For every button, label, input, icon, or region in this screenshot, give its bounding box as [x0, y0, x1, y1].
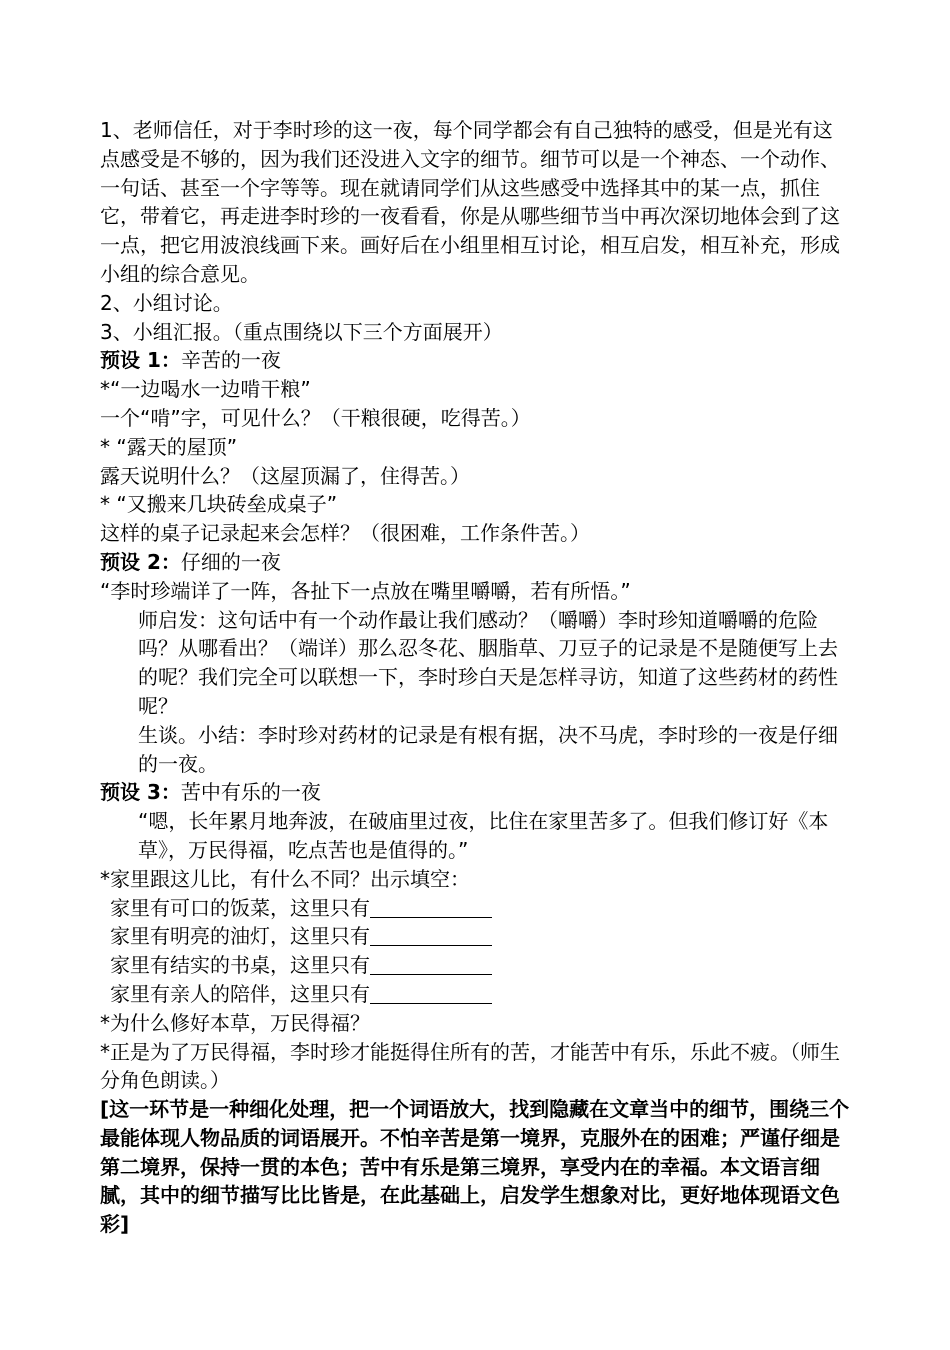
- preset-1-line: 这样的桌子记录起来会怎样？（很困难，工作条件苦。）: [100, 521, 590, 546]
- preset-2-label: 预设 2：: [100, 549, 181, 574]
- preset-2-teacher-prompt: 师启发：这句话中有一个动作最让我们感动？（嚼嚼）李时珍知道嚼嚼的危险吗？从哪看出？（端详）那么忍冬花、胭脂草、刀豆子的记录是不是随便写上去的呢？我们完全可以联想一下，李时珍白天是怎样寻访，知道了这些药材的药性呢？: [138, 607, 838, 718]
- paragraph-group-report: 3、小组汇报。（重点围绕以下三个方面展开）: [100, 319, 503, 344]
- preset-1-label: 预设 1：: [100, 348, 181, 373]
- preset-1-line: *“一边喝水一边啃干粮”: [100, 377, 311, 402]
- paragraph-teacher-instruction: 1、老师信任，对于李时珍的这一夜，每个同学都会有自己独特的感受，但是光有这点感受是不够的，因为我们还没进入文字的细节。细节可以是一个神态、一个动作、一句话、甚至一个字等等。现在就请同学们从这些感受中选择其中的某一点，抓住它，带着它，再走进李时珍的一夜看看，你是从哪些细节当中再次深切地体会到了这一点，把它用波浪线画下来。画好后在小组里相互讨论，相互启发，相互补充，形成小组的综合意见。: [100, 118, 840, 286]
- preset-1-line: 露天说明什么？（这屋顶漏了，住得苦。）: [100, 463, 470, 488]
- fill-blank-line: [100, 980, 852, 1009]
- preset-2-student-summary: 生谈。小结：李时珍对药材的记录是有根有据，决不马虎，李时珍的一夜是仔细的一夜。: [138, 722, 838, 776]
- preset-1-line: 一个“啃”字，可见什么？（干粮很硬，吃得苦。）: [100, 405, 531, 430]
- fill-blank: [370, 954, 492, 975]
- fill-blank: [370, 897, 492, 918]
- preset-1-title: 辛苦的一夜: [180, 348, 281, 373]
- preset-3-why: *为什么修好本草，万民得福？: [100, 1010, 370, 1035]
- preset-2-heading: [100, 548, 852, 577]
- preset-2-quote: “李时珍端详了一阵，各扯下一点放在嘴里嚼嚼，若有所悟。”: [100, 578, 631, 603]
- preset-3-compare: *家里跟这儿比，有什么不同？出示填空：: [100, 866, 470, 891]
- preset-3-title: 苦中有乐的一夜: [180, 780, 321, 805]
- fill-blank-line: [100, 894, 852, 923]
- fill-blank-text: 家里有可口的饭菜，这里只有: [110, 895, 370, 920]
- fill-blank-line: [100, 922, 852, 951]
- preset-2-title: 仔细的一夜: [180, 549, 281, 574]
- fill-blank-text: 家里有结实的书桌，这里只有: [110, 953, 370, 978]
- preset-3-heading: [100, 778, 852, 807]
- preset-1-line: * “露天的屋顶”: [100, 434, 238, 459]
- preset-3-label: 预设 3：: [100, 780, 181, 805]
- document-page: [100, 116, 852, 1239]
- preset-3-because: *正是为了万民得福，李时珍才能挺得住所有的苦，才能苦中有乐，乐此不疲。（师生分角色朗读。）: [100, 1039, 840, 1093]
- preset-3-quote: “嗯，长年累月地奔波，在破庙里过夜，比住在家里苦多了。但我们修订好《本草》，万民得福，吃点苦也是值得的。”: [138, 809, 829, 862]
- fill-blank: [370, 983, 492, 1004]
- preset-1-heading: [100, 346, 852, 375]
- fill-blank-text: 家里有亲人的陪伴，这里只有: [110, 981, 370, 1006]
- paragraph-group-discussion: 2、小组讨论。: [100, 290, 233, 315]
- section-summary: [这一环节是一种细化处理，把一个词语放大，找到隐藏在文章当中的细节，围绕三个最能体现人物品质的词语展开。不怕辛苦是第一境界，克服外在的困难；严谨仔细是第二境界，保持一贯的本色；苦中有乐是第三境界，享受内在的幸福。本文语言细腻，其中的细节描写比比皆是，在此基础上，启发学生想象对比，更好地体现语文色彩]: [100, 1097, 850, 1237]
- fill-blank-line: [100, 951, 852, 980]
- fill-blank: [370, 925, 492, 946]
- fill-blank-text: 家里有明亮的油灯，这里只有: [110, 924, 370, 949]
- preset-1-line: * “又搬来几块砖垒成桌子”: [100, 492, 338, 517]
